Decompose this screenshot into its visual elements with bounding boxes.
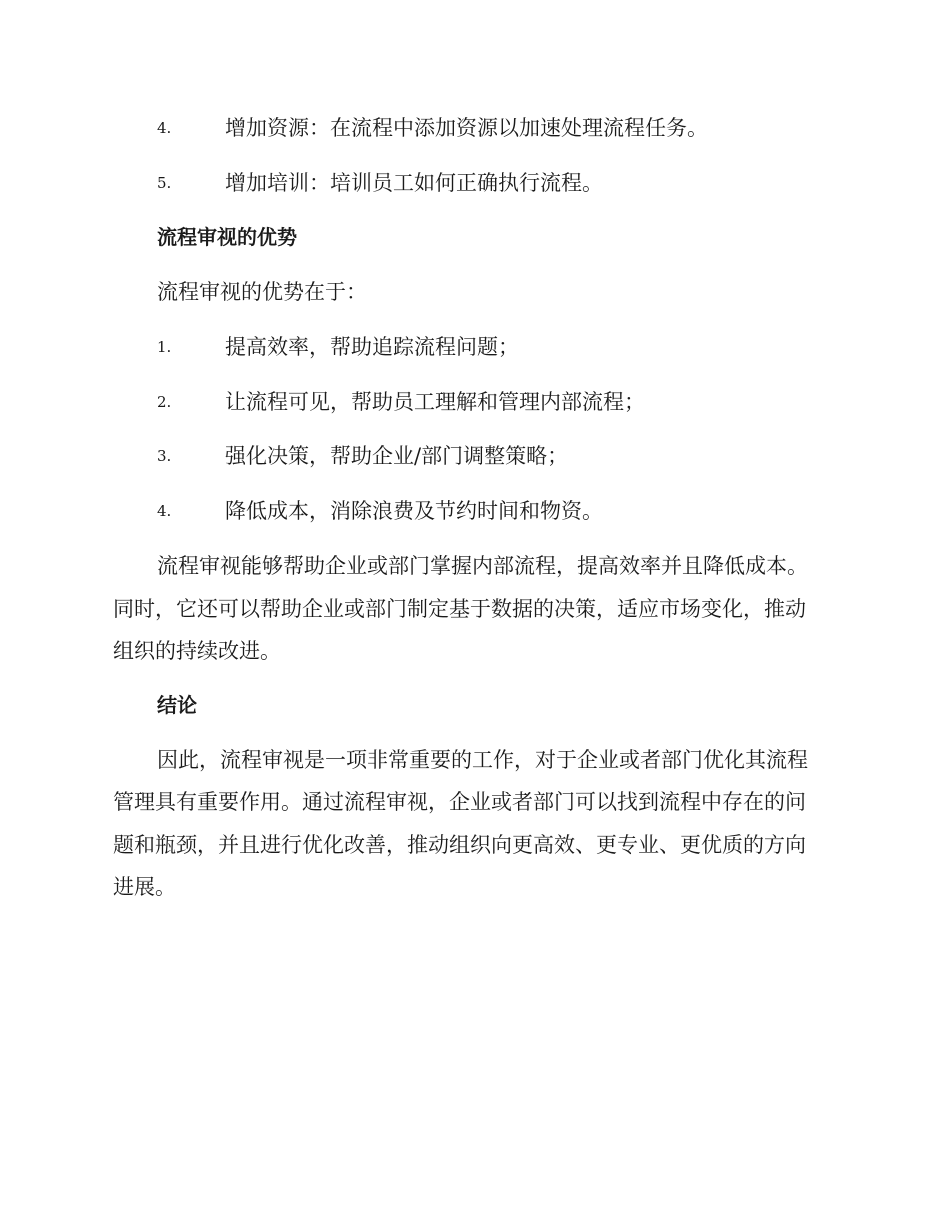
summary-line: 同时，它还可以帮助企业或部门制定基于数据的决策，适应市场变化，推动 (113, 597, 806, 621)
conclusion-line: 管理具有重要作用。通过流程审视，企业或者部门可以找到流程中存在的问 (113, 790, 806, 814)
section-heading-conclusion: 结论 (157, 693, 197, 717)
list-number: 5. (157, 174, 172, 192)
list-text: 提高效率，帮助追踪流程问题； (225, 335, 519, 359)
list-item (157, 332, 519, 362)
list-item (157, 168, 603, 198)
list-text: 降低成本，消除浪费及节约时间和物资。 (225, 499, 603, 523)
list-text: 增加培训：培训员工如何正确执行流程。 (225, 171, 603, 195)
list-number: 4. (157, 119, 172, 137)
section-heading-advantages: 流程审视的优势 (157, 225, 297, 249)
list-item (157, 387, 645, 417)
conclusion-line: 题和瓶颈，并且进行优化改善，推动组织向更高效、更专业、更优质的方向 (113, 833, 806, 857)
advantages-intro: 流程审视的优势在于： (157, 280, 367, 304)
list-item (157, 496, 603, 526)
list-number: 3. (157, 447, 172, 465)
conclusion-line: 因此，流程审视是一项非常重要的工作，对于企业或者部门优化其流程 (157, 748, 808, 772)
list-text: 增加资源：在流程中添加资源以加速处理流程任务。 (225, 116, 708, 140)
list-number: 1. (157, 338, 172, 356)
summary-line: 流程审视能够帮助企业或部门掌握内部流程，提高效率并且降低成本。 (157, 554, 808, 578)
list-number: 4. (157, 502, 172, 520)
list-item (157, 441, 568, 471)
list-item (157, 113, 708, 143)
summary-line: 组织的持续改进。 (113, 639, 281, 663)
list-text: 让流程可见，帮助员工理解和管理内部流程； (225, 390, 645, 414)
list-text: 强化决策，帮助企业/部门调整策略； (225, 444, 569, 468)
list-number: 2. (157, 393, 172, 411)
conclusion-line: 进展。 (113, 875, 176, 899)
